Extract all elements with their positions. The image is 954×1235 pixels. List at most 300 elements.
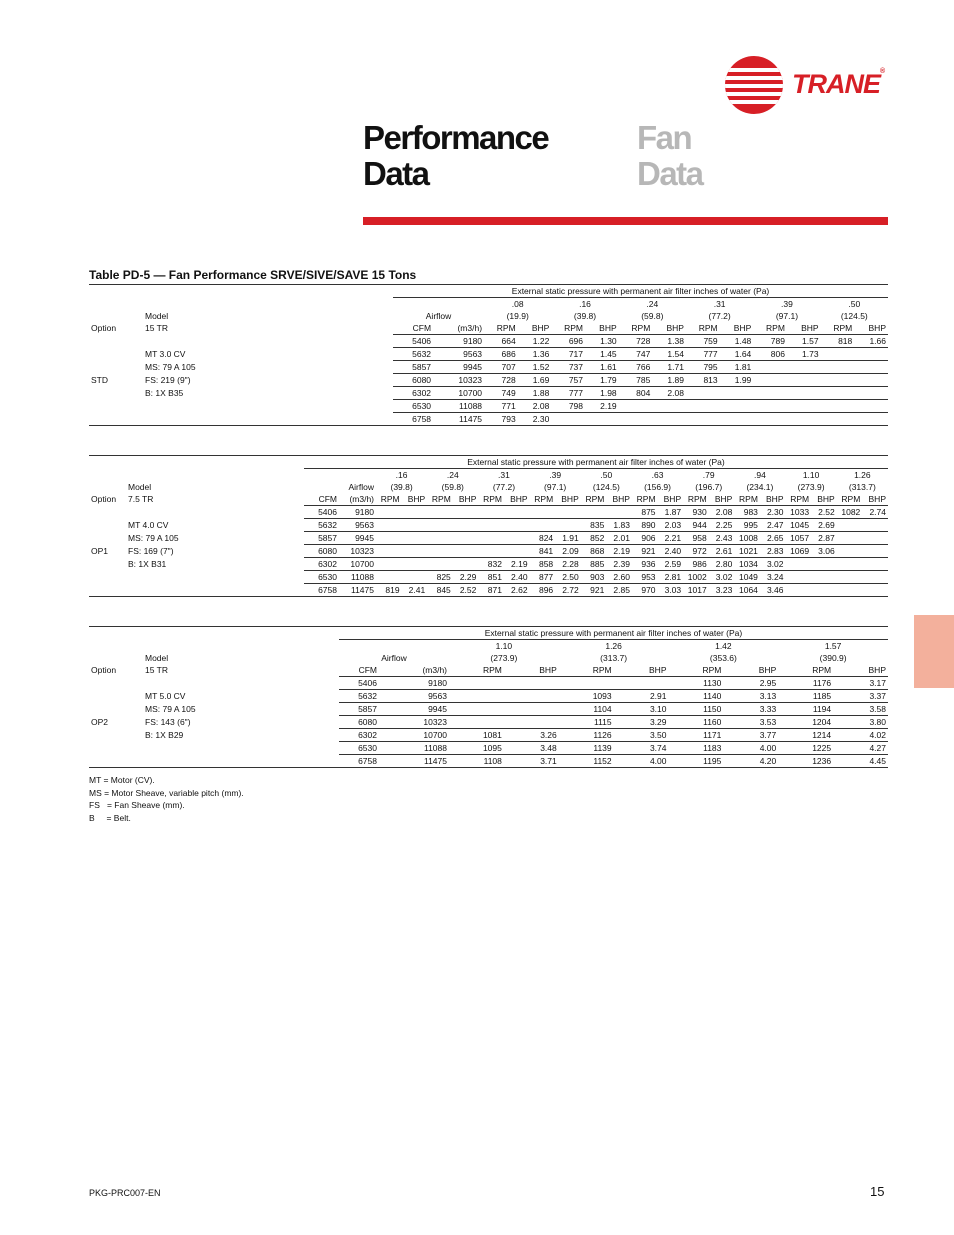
bhp-cell: 1.87 bbox=[658, 506, 684, 519]
rpm-cell: 1049 bbox=[734, 571, 760, 584]
header-spacer bbox=[89, 627, 339, 640]
bhp-cell bbox=[402, 545, 428, 558]
cfm-label: CFM bbox=[318, 494, 337, 504]
header-row bbox=[89, 652, 888, 664]
model-spec-cell: B: 1X B31 bbox=[128, 559, 167, 569]
pressure-inches: 1.57 bbox=[824, 641, 842, 651]
m3h-cell: 10323 bbox=[379, 716, 449, 729]
rpm-cell bbox=[786, 584, 812, 597]
rpm-label: RPM bbox=[482, 665, 502, 675]
bhp-label: BHP bbox=[714, 494, 733, 504]
pressure-pascal: (39.8) bbox=[390, 482, 413, 492]
bhp-cell: 1.36 bbox=[518, 348, 552, 361]
bhp-cell: 3.13 bbox=[723, 690, 778, 703]
rpm-cell: 1185 bbox=[778, 690, 833, 703]
bhp-label: BHP bbox=[458, 494, 477, 504]
bhp-cell: 1.64 bbox=[720, 348, 754, 361]
bhp-cell bbox=[504, 532, 530, 545]
bhp-cell: 2.19 bbox=[504, 558, 530, 571]
bhp-cell: 2.69 bbox=[811, 519, 837, 532]
m3h-cell: 11475 bbox=[339, 584, 376, 597]
rpm-cell: 793 bbox=[484, 413, 518, 426]
bhp-cell bbox=[854, 374, 888, 387]
rpm-cell bbox=[821, 413, 855, 426]
pressure-inches: 1.10 bbox=[802, 470, 820, 480]
rpm-label: RPM bbox=[534, 494, 554, 504]
rpm-cell bbox=[753, 400, 787, 413]
model-spec-cell: B: 1X B29 bbox=[145, 730, 184, 740]
bhp-cell bbox=[614, 677, 669, 690]
rpm-cell bbox=[686, 400, 720, 413]
rpm-cell bbox=[837, 532, 863, 545]
bhp-cell bbox=[854, 413, 888, 426]
m3h-cell: 9945 bbox=[339, 532, 376, 545]
header-row bbox=[89, 456, 888, 469]
bhp-cell: 1.57 bbox=[787, 335, 821, 348]
bhp-label: BHP bbox=[510, 494, 528, 504]
option-cell bbox=[89, 506, 126, 519]
option-label: Option bbox=[91, 665, 117, 676]
bhp-label: BHP bbox=[733, 323, 752, 333]
rpm-cell: 1064 bbox=[734, 584, 760, 597]
m3h-cell: 9945 bbox=[433, 361, 484, 374]
cfm-cell: 6530 bbox=[339, 742, 379, 755]
rpm-label: RPM bbox=[496, 323, 516, 333]
pressure-pascal: (156.9) bbox=[644, 482, 671, 492]
rpm-cell bbox=[376, 571, 402, 584]
rpm-cell: 903 bbox=[581, 571, 607, 584]
rpm-cell: 819 bbox=[376, 584, 402, 597]
rpm-label: RPM bbox=[592, 665, 612, 675]
m3h-cell: 10700 bbox=[339, 558, 376, 571]
rpm-cell: 777 bbox=[686, 348, 720, 361]
rpm-label: RPM bbox=[739, 494, 758, 504]
bhp-cell: 2.52 bbox=[453, 584, 479, 597]
pressure-pascal: (19.9) bbox=[506, 311, 529, 321]
rpm-cell: 1104 bbox=[559, 703, 614, 716]
bhp-cell bbox=[720, 413, 754, 426]
option-cell bbox=[89, 703, 143, 716]
rpm-cell: 728 bbox=[619, 335, 653, 348]
bhp-cell: 2.74 bbox=[862, 506, 888, 519]
bhp-cell: 3.74 bbox=[614, 742, 669, 755]
rpm-label: RPM bbox=[833, 323, 853, 333]
bhp-cell bbox=[504, 716, 559, 729]
bhp-cell: 3.23 bbox=[709, 584, 735, 597]
rpm-cell: 1225 bbox=[778, 742, 833, 755]
rpm-cell: 1183 bbox=[669, 742, 724, 755]
rpm-cell: 785 bbox=[619, 374, 653, 387]
bhp-cell: 2.03 bbox=[658, 519, 684, 532]
bhp-cell: 2.59 bbox=[658, 558, 684, 571]
rpm-cell bbox=[427, 532, 453, 545]
model-spec-cell bbox=[126, 584, 207, 597]
bhp-label: BHP bbox=[801, 323, 819, 333]
model-tonnage: 15 TR bbox=[145, 665, 168, 676]
rpm-cell: 852 bbox=[581, 532, 607, 545]
rpm-cell: 1126 bbox=[559, 729, 614, 742]
rpm-cell: 1160 bbox=[669, 716, 724, 729]
rpm-cell bbox=[478, 519, 504, 532]
cfm-cell: 5406 bbox=[339, 677, 379, 690]
rpm-label: RPM bbox=[766, 323, 785, 333]
header-row bbox=[89, 469, 888, 482]
bhp-cell bbox=[555, 519, 581, 532]
model-spec-cell bbox=[126, 571, 207, 584]
model-spec-cell: MT 3.0 CV bbox=[145, 349, 186, 359]
pressure-inches: .16 bbox=[395, 470, 408, 480]
rpm-cell: 1236 bbox=[778, 755, 833, 768]
rpm-cell: 824 bbox=[530, 532, 556, 545]
bhp-cell bbox=[453, 506, 479, 519]
rpm-cell: 707 bbox=[484, 361, 518, 374]
header-spacer bbox=[89, 285, 393, 298]
rpm-cell bbox=[530, 519, 556, 532]
rpm-cell: 970 bbox=[632, 584, 658, 597]
bhp-label: BHP bbox=[561, 494, 579, 504]
rpm-cell bbox=[427, 558, 453, 571]
rpm-cell bbox=[427, 545, 453, 558]
rpm-cell: 1139 bbox=[559, 742, 614, 755]
header-spacer bbox=[89, 456, 304, 469]
rpm-cell: 777 bbox=[551, 387, 585, 400]
rpm-cell: 921 bbox=[632, 545, 658, 558]
bhp-cell: 1.98 bbox=[585, 387, 619, 400]
m3h-cell: 9563 bbox=[379, 690, 449, 703]
bhp-cell bbox=[402, 506, 428, 519]
bhp-cell: 3.71 bbox=[504, 755, 559, 768]
m3h-label: (m3/h) bbox=[457, 323, 483, 333]
pressure-header: External static pressure with permanent air filter inches of water (Pa) bbox=[339, 627, 888, 640]
table-row bbox=[89, 677, 888, 690]
bhp-cell bbox=[504, 545, 530, 558]
pressure-pascal: (97.1) bbox=[544, 482, 567, 492]
rpm-cell: 871 bbox=[478, 584, 504, 597]
m3h-cell: 10323 bbox=[339, 545, 376, 558]
bhp-cell: 3.48 bbox=[504, 742, 559, 755]
bhp-cell: 1.81 bbox=[720, 361, 754, 374]
bhp-cell: 2.09 bbox=[555, 545, 581, 558]
bhp-cell bbox=[862, 558, 888, 571]
rpm-cell bbox=[376, 506, 402, 519]
table-row bbox=[89, 755, 888, 768]
rpm-cell bbox=[376, 532, 402, 545]
rpm-cell bbox=[427, 506, 453, 519]
model-spec-cell bbox=[143, 742, 243, 755]
column-label-row bbox=[89, 664, 888, 677]
pressure-inches: 1.42 bbox=[715, 641, 732, 651]
m3h-cell: 9180 bbox=[339, 506, 376, 519]
model-spec-cell bbox=[143, 755, 243, 768]
rpm-cell: 885 bbox=[581, 558, 607, 571]
option-cell bbox=[89, 532, 126, 545]
rpm-cell bbox=[821, 348, 855, 361]
rpm-cell: 798 bbox=[551, 400, 585, 413]
bhp-cell: 2.83 bbox=[760, 545, 786, 558]
rpm-cell: 995 bbox=[734, 519, 760, 532]
m3h-cell: 9563 bbox=[339, 519, 376, 532]
bhp-cell: 4.02 bbox=[833, 729, 888, 742]
bhp-cell: 3.24 bbox=[760, 571, 786, 584]
airflow-label: Airflow bbox=[425, 311, 452, 321]
rpm-cell: 728 bbox=[484, 374, 518, 387]
option-cell bbox=[89, 400, 143, 413]
rpm-cell: 1069 bbox=[786, 545, 812, 558]
rpm-cell: 1150 bbox=[669, 703, 724, 716]
bhp-cell: 2.91 bbox=[614, 690, 669, 703]
bhp-cell: 1.83 bbox=[606, 519, 632, 532]
bhp-cell: 2.95 bbox=[723, 677, 778, 690]
table-row bbox=[89, 374, 888, 387]
bhp-cell: 3.33 bbox=[723, 703, 778, 716]
header-row bbox=[89, 627, 888, 640]
bhp-cell bbox=[504, 690, 559, 703]
pressure-pascal: (124.5) bbox=[592, 482, 620, 492]
header-row bbox=[89, 298, 888, 311]
rpm-cell bbox=[837, 584, 863, 597]
bhp-cell: 3.02 bbox=[709, 571, 735, 584]
rpm-cell: 1017 bbox=[683, 584, 709, 597]
bhp-cell bbox=[504, 506, 530, 519]
cfm-cell: 6302 bbox=[304, 558, 339, 571]
cfm-cell: 5857 bbox=[393, 361, 433, 374]
bhp-cell bbox=[787, 374, 821, 387]
cfm-cell: 5406 bbox=[393, 335, 433, 348]
model-spec-cell: FS: 169 (7") bbox=[128, 546, 174, 556]
bhp-cell: 2.21 bbox=[658, 532, 684, 545]
bhp-cell bbox=[504, 519, 530, 532]
option-cell bbox=[89, 571, 126, 584]
option-cell bbox=[89, 690, 143, 703]
table-row bbox=[89, 361, 888, 374]
bhp-cell bbox=[862, 571, 888, 584]
pressure-inches: 1.26 bbox=[854, 470, 871, 480]
bhp-cell: 2.81 bbox=[658, 571, 684, 584]
fan-table-op1 bbox=[89, 455, 888, 597]
bhp-cell: 3.53 bbox=[723, 716, 778, 729]
option-label: Option bbox=[91, 494, 117, 505]
bhp-cell bbox=[652, 413, 686, 426]
pressure-inches: .24 bbox=[646, 299, 659, 309]
bhp-cell: 1.89 bbox=[652, 374, 686, 387]
model-spec-cell bbox=[143, 335, 243, 348]
rpm-cell: 747 bbox=[619, 348, 653, 361]
bhp-cell: 2.62 bbox=[504, 584, 530, 597]
rpm-cell: 1176 bbox=[778, 677, 833, 690]
bhp-cell bbox=[402, 532, 428, 545]
pressure-inches: 1.10 bbox=[495, 641, 513, 651]
legend-item: MS = Motor Sheave, variable pitch (mm). bbox=[89, 787, 244, 798]
bhp-cell: 1.99 bbox=[720, 374, 754, 387]
rpm-cell bbox=[753, 361, 787, 374]
rpm-cell: 1171 bbox=[669, 729, 724, 742]
bhp-cell: 2.40 bbox=[658, 545, 684, 558]
option-cell: STD bbox=[91, 375, 108, 385]
m3h-label: (m3/h) bbox=[349, 494, 374, 504]
bhp-cell: 1.69 bbox=[518, 374, 552, 387]
model-spec-cell: MS: 79 A 105 bbox=[145, 704, 196, 714]
bhp-cell: 1.79 bbox=[585, 374, 619, 387]
legend-item: MT = Motor (CV). bbox=[89, 775, 155, 785]
pressure-pascal: (124.5) bbox=[840, 311, 868, 321]
m3h-cell: 11475 bbox=[433, 413, 484, 426]
pressure-pascal: (39.8) bbox=[573, 311, 597, 321]
bhp-cell bbox=[453, 545, 479, 558]
rpm-cell bbox=[821, 400, 855, 413]
option-cell: OP2 bbox=[91, 717, 109, 727]
rpm-cell: 1081 bbox=[449, 729, 504, 742]
option-cell bbox=[89, 413, 143, 426]
rpm-cell: 851 bbox=[478, 571, 504, 584]
header-row bbox=[89, 640, 888, 653]
bhp-cell bbox=[453, 558, 479, 571]
bhp-cell: 2.30 bbox=[760, 506, 786, 519]
bhp-cell: 3.80 bbox=[833, 716, 888, 729]
bhp-cell bbox=[504, 703, 559, 716]
pressure-inches: .79 bbox=[702, 470, 715, 480]
model-spec-cell bbox=[143, 400, 243, 413]
column-label-row bbox=[89, 493, 888, 506]
bhp-cell: 2.43 bbox=[709, 532, 735, 545]
rpm-label: RPM bbox=[585, 494, 605, 504]
bhp-cell: 4.45 bbox=[833, 755, 888, 768]
pressure-pascal: (196.7) bbox=[695, 482, 723, 492]
rpm-cell: 944 bbox=[683, 519, 709, 532]
table-row bbox=[89, 690, 888, 703]
bhp-cell: 3.03 bbox=[658, 584, 684, 597]
rpm-label: RPM bbox=[687, 494, 707, 504]
bhp-cell: 2.19 bbox=[585, 400, 619, 413]
rpm-cell bbox=[837, 545, 863, 558]
bhp-cell: 2.40 bbox=[504, 571, 530, 584]
rpm-cell: 717 bbox=[551, 348, 585, 361]
bhp-cell bbox=[862, 584, 888, 597]
bhp-cell: 2.80 bbox=[709, 558, 735, 571]
bhp-label: BHP bbox=[868, 665, 886, 675]
bhp-cell: 3.10 bbox=[614, 703, 669, 716]
bhp-cell bbox=[787, 413, 821, 426]
rpm-cell: 1095 bbox=[449, 742, 504, 755]
rpm-cell: 1002 bbox=[683, 571, 709, 584]
pressure-inches: .39 bbox=[549, 470, 562, 480]
bhp-cell: 2.29 bbox=[453, 571, 479, 584]
legend-item: B = Belt. bbox=[89, 812, 131, 823]
rpm-cell bbox=[837, 519, 863, 532]
m3h-cell: 10700 bbox=[379, 729, 449, 742]
bhp-cell bbox=[585, 413, 619, 426]
bhp-cell: 2.47 bbox=[760, 519, 786, 532]
pressure-inches: 1.26 bbox=[605, 641, 622, 651]
bhp-cell: 2.61 bbox=[709, 545, 735, 558]
rpm-cell bbox=[551, 413, 585, 426]
bhp-cell bbox=[854, 387, 888, 400]
pressure-inches: .31 bbox=[498, 470, 510, 480]
pressure-inches: .16 bbox=[579, 299, 591, 309]
rpm-cell: 877 bbox=[530, 571, 556, 584]
bhp-cell bbox=[811, 558, 837, 571]
header-row bbox=[89, 481, 888, 493]
model-spec-cell: B: 1X B35 bbox=[145, 388, 184, 398]
cfm-cell: 5406 bbox=[304, 506, 339, 519]
rpm-cell: 841 bbox=[530, 545, 556, 558]
bhp-cell: 3.29 bbox=[614, 716, 669, 729]
m3h-cell: 11088 bbox=[379, 742, 449, 755]
bhp-cell: 2.39 bbox=[606, 558, 632, 571]
bhp-cell: 2.87 bbox=[811, 532, 837, 545]
pressure-inches: .24 bbox=[446, 470, 459, 480]
model-spec-cell: MS: 79 A 105 bbox=[128, 533, 179, 543]
m3h-cell: 9180 bbox=[379, 677, 449, 690]
model-label: Model bbox=[145, 653, 169, 663]
pressure-pascal: (313.7) bbox=[848, 482, 876, 492]
m3h-label: (m3/h) bbox=[422, 665, 447, 675]
bhp-cell bbox=[854, 400, 888, 413]
m3h-cell: 11088 bbox=[339, 571, 376, 584]
table-row bbox=[89, 703, 888, 716]
rpm-cell: 858 bbox=[530, 558, 556, 571]
rpm-cell: 771 bbox=[484, 400, 518, 413]
bhp-cell bbox=[787, 361, 821, 374]
rpm-cell: 1033 bbox=[786, 506, 812, 519]
bhp-label: BHP bbox=[758, 665, 777, 675]
rpm-cell bbox=[837, 571, 863, 584]
model-label: Model bbox=[145, 311, 169, 321]
rpm-label: RPM bbox=[702, 665, 722, 675]
rpm-cell: 1082 bbox=[837, 506, 863, 519]
rpm-cell bbox=[530, 506, 556, 519]
table-row bbox=[89, 558, 888, 571]
rpm-cell: 835 bbox=[581, 519, 607, 532]
bhp-cell: 1.88 bbox=[518, 387, 552, 400]
bhp-cell: 1.71 bbox=[652, 361, 686, 374]
bhp-cell: 2.41 bbox=[402, 584, 428, 597]
cfm-cell: 5632 bbox=[304, 519, 339, 532]
pressure-inches: .39 bbox=[781, 299, 793, 309]
bhp-cell: 1.22 bbox=[518, 335, 552, 348]
table-row bbox=[89, 335, 888, 348]
table-row bbox=[89, 519, 888, 532]
rpm-cell: 906 bbox=[632, 532, 658, 545]
bhp-cell: 3.77 bbox=[723, 729, 778, 742]
rpm-cell: 696 bbox=[551, 335, 585, 348]
bhp-cell: 1.61 bbox=[585, 361, 619, 374]
rpm-cell: 1204 bbox=[778, 716, 833, 729]
table-row bbox=[89, 716, 888, 729]
option-cell: OP1 bbox=[91, 546, 109, 556]
cfm-cell: 6758 bbox=[339, 755, 379, 768]
bhp-cell: 3.26 bbox=[504, 729, 559, 742]
bhp-cell: 2.85 bbox=[606, 584, 632, 597]
option-cell bbox=[89, 584, 126, 597]
bhp-cell: 2.25 bbox=[709, 519, 735, 532]
rpm-label: RPM bbox=[636, 494, 656, 504]
option-cell bbox=[89, 729, 143, 742]
header-row bbox=[89, 285, 888, 298]
rpm-cell bbox=[753, 413, 787, 426]
pressure-pascal: (97.1) bbox=[775, 311, 799, 321]
model-tonnage: 7.5 TR bbox=[128, 494, 154, 505]
rpm-cell bbox=[478, 545, 504, 558]
model-spec-cell bbox=[143, 677, 243, 690]
option-cell bbox=[89, 558, 126, 571]
model-spec-cell bbox=[143, 413, 243, 426]
rpm-cell bbox=[786, 558, 812, 571]
bhp-cell: 2.60 bbox=[606, 571, 632, 584]
rpm-cell: 1021 bbox=[734, 545, 760, 558]
option-cell bbox=[89, 742, 143, 755]
cfm-cell: 6530 bbox=[393, 400, 433, 413]
rpm-label: RPM bbox=[631, 323, 651, 333]
